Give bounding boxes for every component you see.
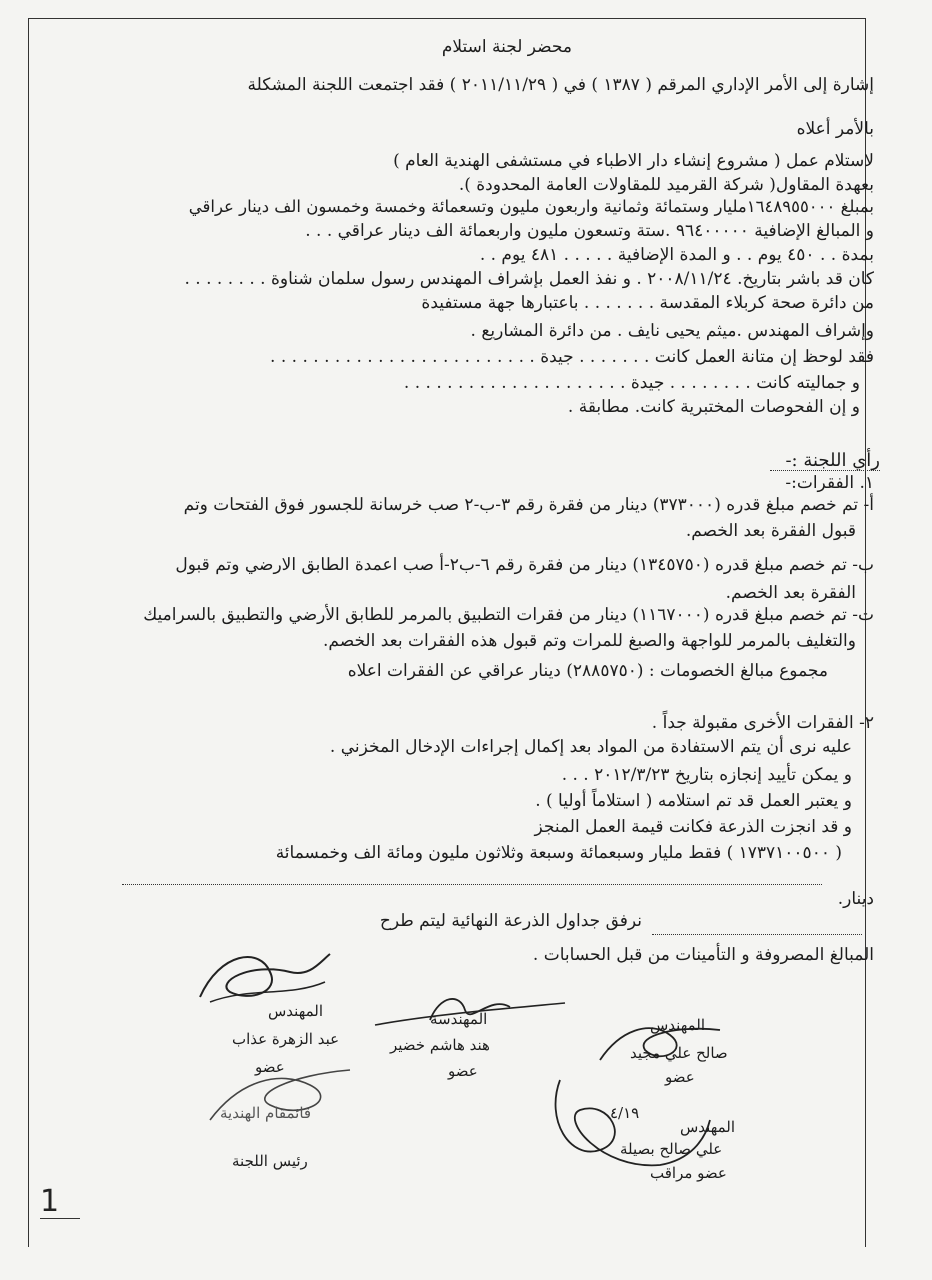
signature-1-title: المهندس (268, 1002, 324, 1020)
deductions-total: مجموع مبالغ الخصومات : (٢٨٨٥٧٥٠) دينار عراقي عن الفقرات اعلاه (347, 661, 828, 681)
signature-2-title: المهندسة (430, 1010, 488, 1028)
start-line: كان قد باشر بتاريخ. ٢٠٠٨/١١/٢٤ . و نفذ العمل بإشراف المهندس رسول سلمان شناوة . . . . . . . . (184, 269, 874, 289)
signature-4-name: علي صالح بصيلة (620, 1140, 723, 1158)
page-number: 1 (40, 1184, 60, 1219)
signature-1-name: عبد الزهرة عذاب (232, 1030, 340, 1048)
supervision-line: وإشراف المهندس .ميثم يحيى نايف . من دائرة المشاريع . (470, 321, 874, 341)
item-b-line-1: ب- تم خصم مبلغ قدره (١٣٤٥٧٥٠) دينار من فقرة رقم ٦-ب٢-أ صب اعمدة الطابق الارضي وتم قبول (175, 555, 874, 575)
dinar-dotted-line (122, 884, 822, 885)
signature-4-title: المهندس (680, 1118, 736, 1136)
note-line-4: و قد انجزت الذرعة فكانت قيمة العمل المنجز (534, 817, 852, 837)
amount-line: بمبلغ ١٦٤٨٩٥٥٠٠٠مليار وستمائة وثمانية واربعون مليون وتسعمائة وخمسة وخمسون الف دينار عراقي (188, 197, 874, 216)
dinar-label: دينار. (837, 889, 874, 909)
signature-2-name: هند هاشم خضير (390, 1036, 490, 1054)
signature-3-name: صالح علي مجيد (630, 1044, 728, 1062)
signature-4-date: ٤/١٩ (610, 1104, 640, 1122)
work-line: لاستلام عمل ( مشروع إنشاء دار الاطباء في مستشفى الهندية العام ) (393, 151, 874, 171)
signature-1-role: عضو (255, 1058, 285, 1076)
intro-line-2: بالأمر أعلاه (796, 119, 874, 139)
heading-underline (770, 470, 880, 471)
note-line-1: عليه نرى أن يتم الاستفادة من المواد بعد إكمال إجراءات الإدخال المخزني . (329, 737, 852, 757)
beneficiary-line: من دائرة صحة كربلاء المقدسة . . . . . . . باعتبارها جهة مستفيدة (421, 293, 874, 313)
section-2-title: ٢- الفقرات الأخرى مقبولة جداً . (651, 713, 874, 733)
section-1-title: ١. الفقرات:- (785, 473, 874, 493)
note-line-3: و يعتبر العمل قد تم استلامه ( استلاماً أوليا ) . (535, 791, 852, 811)
intro-line-1: إشارة إلى الأمر الإداري المرقم ( ١٣٨٧ ) في ( ٢٠١١/١١/٢٩ ) فقد اجتمعت اللجنة المشكلة (247, 75, 874, 95)
signature-3-title: المهندس (650, 1016, 706, 1034)
signature-3-role: عضو (665, 1068, 695, 1086)
beauty-line: و جماليته كانت . . . . . . . . جيدة . . . . . . . . . . . . . . . . . . . . . (403, 373, 860, 393)
item-b-line-2: الفقرة بعد الخصم. (725, 583, 856, 603)
note-line-2: و يمكن تأييد إنجازه بتاريخ ٢٠١٢/٣/٢٣ . . . (561, 765, 852, 785)
duration-line: بمدة . . ٤٥٠ يوم . . و المدة الإضافية . . . . . ٤٨١ يوم . . (479, 245, 874, 265)
lab-line: و إن الفحوصات المختبرية كانت. مطابقة . (567, 397, 860, 417)
strength-line: فقد لوحظ إن متانة العمل كانت . . . . . . . جيدة . . . . . . . . . . . . . . . . . . . . . . . . . (270, 347, 874, 367)
head-organization: قائمقام الهندية (220, 1104, 312, 1122)
signature-2-role: عضو (448, 1062, 478, 1080)
document-title: محضر لجنة استلام (441, 37, 572, 57)
item-t-line-2: والتغليف بالمرمر للواجهة والصبغ للمرات وتم قبول هذه الفقرات بعد الخصم. (322, 631, 856, 651)
attach-dotted-line (652, 934, 862, 935)
signature-4-role: عضو مراقب (650, 1164, 727, 1182)
committee-opinion-heading: رأي اللجنة :- (785, 450, 880, 471)
item-t-line-1: ت- تم خصم مبلغ قدره (١١٦٧٠٠٠) دينار من فقرات التطبيق بالمرمر للطابق الأرضي والتطبيق بالسراميك (143, 605, 874, 625)
contractor-line: بعهدة المقاول( شركة القرميد للمقاولات العامة المحدودة ). (458, 175, 874, 195)
item-a-line-2: قبول الفقرة بعد الخصم. (685, 521, 856, 541)
page-number-underline (40, 1218, 80, 1219)
amounts-line: المبالغ المصروفة و التأمينات من قبل الحسابات . (532, 945, 874, 965)
note-line-5: ( ١٧٣٧١٠٠٥٠٠ ) فقط مليار وسبعمائة وسبعة وثلاثون مليون ومائة الف وخمسمائة (275, 843, 842, 863)
additional-amount-line: و المبالغ الإضافية ٩٦٤٠٠٠٠٠ .ستة وتسعون مليون واربعمائة الف دينار عراقي . . . (305, 221, 874, 241)
item-a-line-1: أ- تم خصم مبلغ قدره (٣٧٣٠٠٠) دينار من فقرة رقم ٣-ب-٢ صب خرسانة للجسور فوق الفتحات وتم (183, 495, 874, 515)
attach-line: نرفق جداول الذرعة النهائية ليتم طرح (379, 911, 642, 931)
head-title: رئيس اللجنة (232, 1152, 308, 1170)
